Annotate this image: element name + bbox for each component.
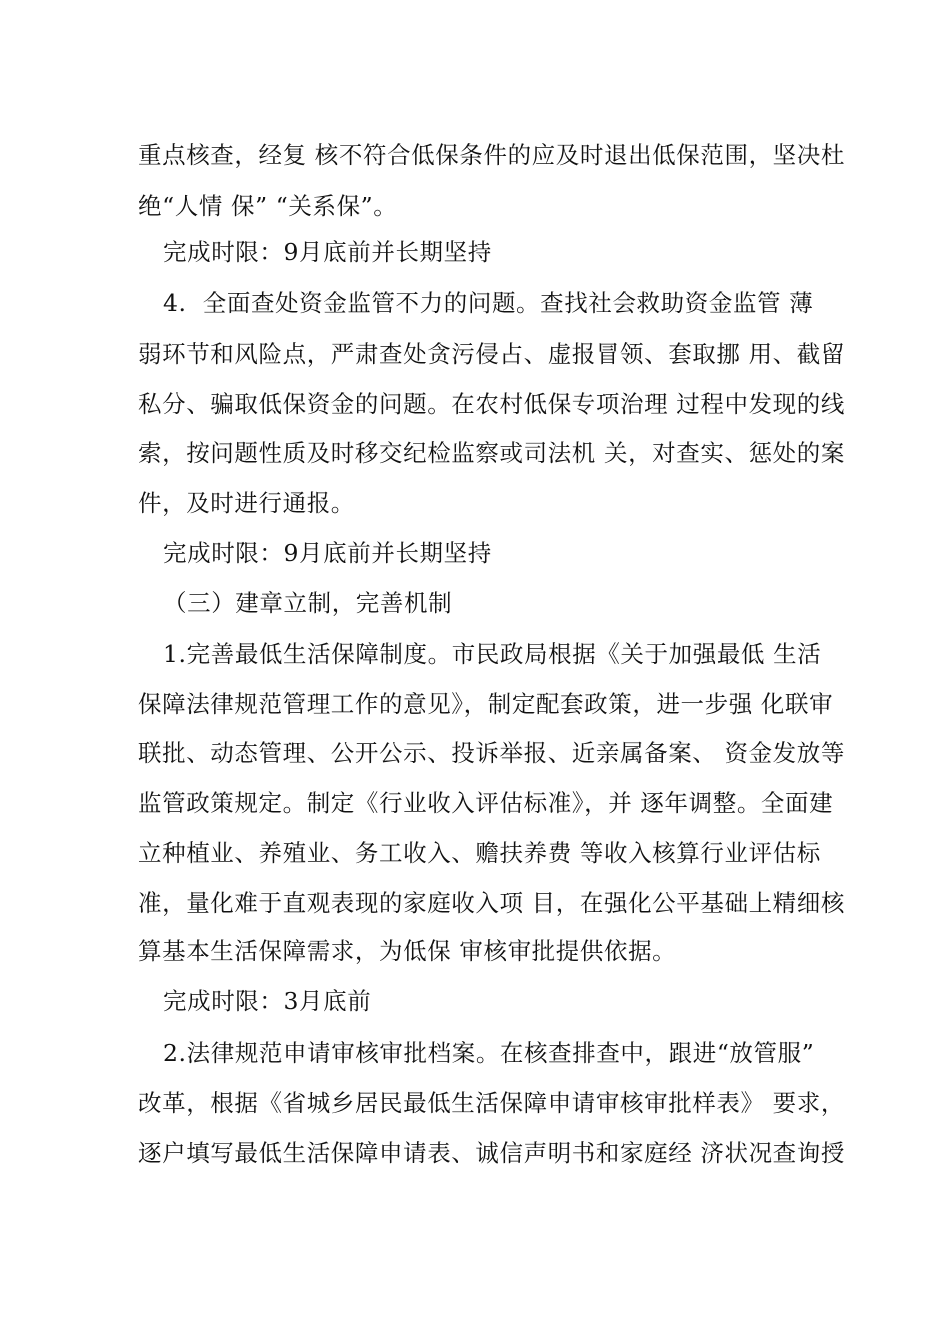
- text-line: 索，按问题性质及时移交纪检监察或司法机 关，对查实、惩处的案: [138, 439, 845, 467]
- text-line: 弱环节和风险点，严肃查处贪污侵占、虚报冒领、套取挪 用、截留: [138, 340, 845, 368]
- text-line: 重点核查，经复 核不符合低保条件的应及时退出低保范围，坚决杜: [138, 141, 845, 169]
- text-line: 算基本生活保障需求，为低保 审核审批提供依据。: [138, 937, 677, 965]
- text-line: 完成时限：9月底前并长期坚持: [163, 539, 492, 567]
- text-line: 逐户填写最低生活保障申请表、诚信声明书和家庭经 济状况查询授: [138, 1139, 845, 1167]
- text-line: 保障法律规范管理工作的意见》，制定配套政策，进一步强 化联审: [138, 690, 834, 718]
- text-line: 私分、骗取低保资金的问题。在农村低保专项治理 过程中发现的线: [138, 390, 845, 418]
- text-line: 改革，根据《省城乡居民最低生活保障申请审核审批样表》 要求，: [138, 1089, 845, 1117]
- text-line: 联批、动态管理、公开公示、投诉举报、近亲属备案、 资金发放等: [138, 739, 845, 767]
- text-line: 件，及时进行通报。: [138, 489, 355, 517]
- text-line: 准，量化难于直观表现的家庭收入项 目，在强化公平基础上精细核: [138, 889, 845, 917]
- text-line: 完成时限：9月底前并长期坚持: [163, 238, 492, 266]
- text-line: 1.完善最低生活保障制度。市民政局根据《关于加强最低 生活: [163, 640, 822, 668]
- text-line: 绝“人情 保” “关系保”。: [138, 192, 398, 220]
- text-line: 完成时限：3月底前: [163, 987, 372, 1015]
- text-line: 2.法律规范申请审核审批档案。在核查排查中，跟进“放管服”: [163, 1039, 815, 1067]
- text-line: 监管政策规定。制定《行业收入评估标准》，并 逐年调整。全面建: [138, 789, 834, 817]
- section-heading: （三）建章立制，完善机制: [163, 589, 453, 617]
- text-line: 4. 全面查处资金监管不力的问题。查找社会救助资金监管 薄: [163, 289, 814, 317]
- text-line: 立种植业、养殖业、务工收入、赡扶养费 等收入核算行业评估标: [138, 839, 821, 867]
